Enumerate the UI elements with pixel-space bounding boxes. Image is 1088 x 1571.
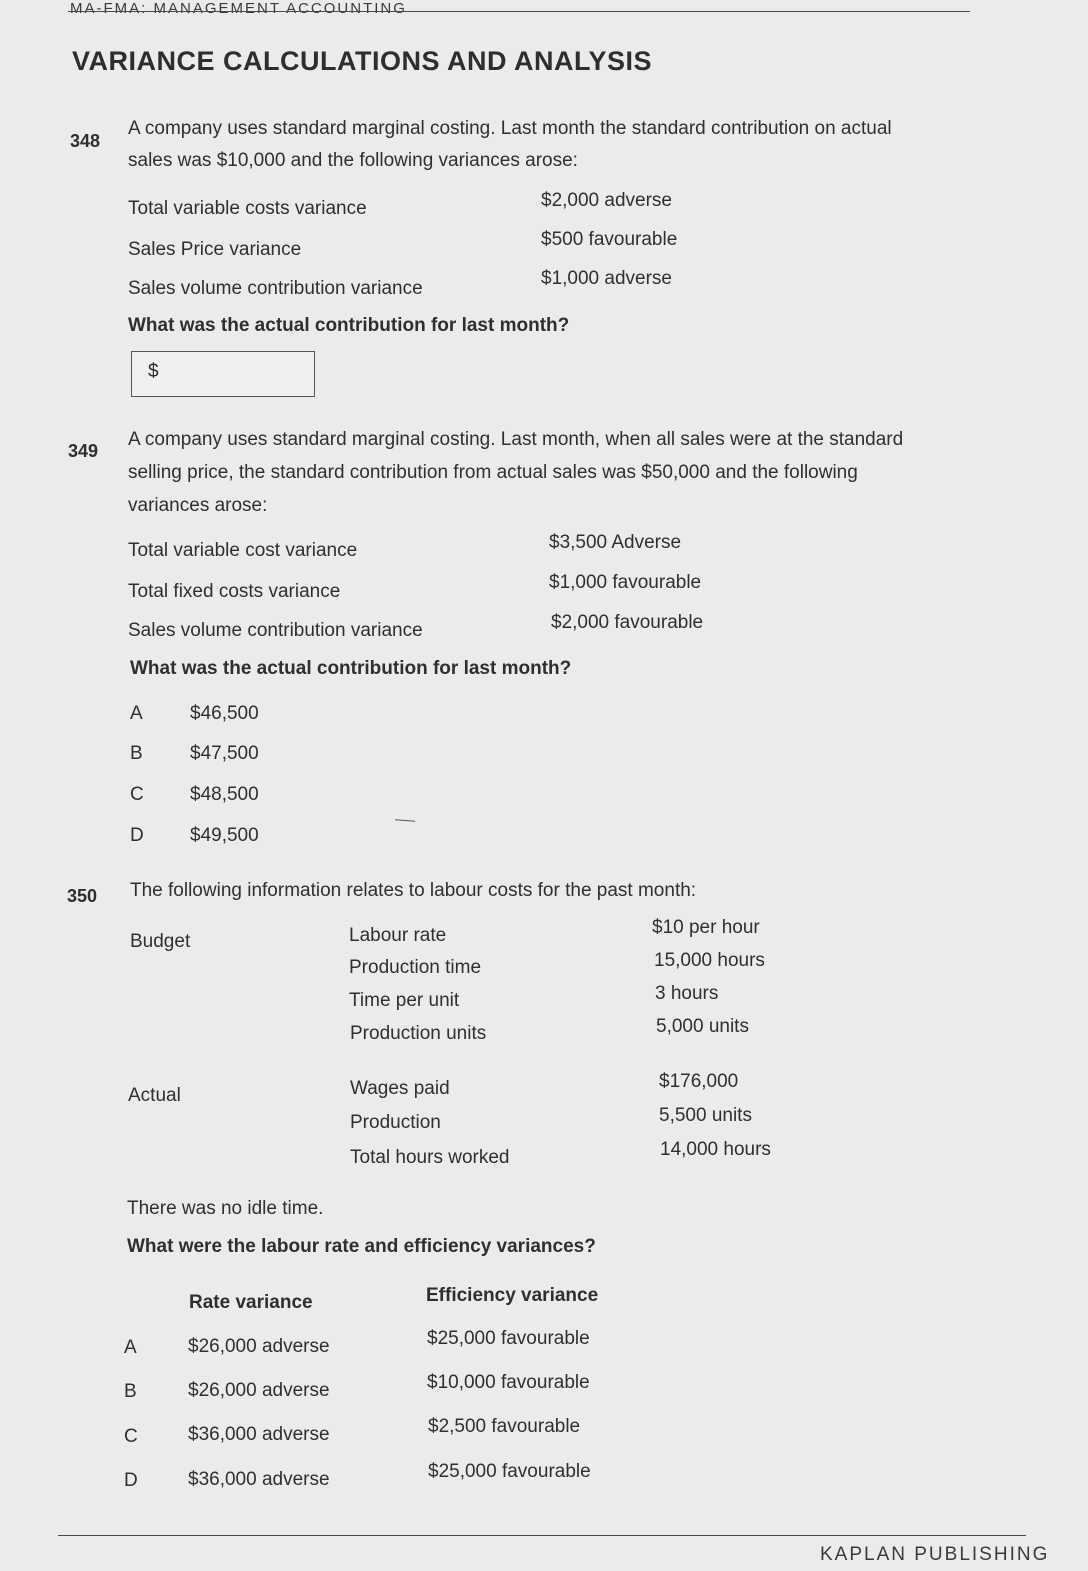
option-letter[interactable]: D xyxy=(130,825,144,846)
option-letter[interactable]: D xyxy=(124,1470,138,1491)
option-rate[interactable]: $26,000 adverse xyxy=(188,1380,330,1401)
publisher-footer: KAPLAN PUBLISHING xyxy=(820,1544,1050,1565)
q349-row-value: $3,500 Adverse xyxy=(549,532,682,553)
q350-note: There was no idle time. xyxy=(127,1198,324,1219)
option-letter[interactable]: B xyxy=(130,743,143,764)
running-header: MA-FMA: MANAGEMENT ACCOUNTING xyxy=(70,0,407,17)
q348-stem-line-1: A company uses standard marginal costing. Last month the standard contribution on actual xyxy=(128,118,892,139)
actual-row-label: Production xyxy=(350,1112,441,1133)
q350-question: What were the labour rate and efficiency variances? xyxy=(127,1236,596,1257)
q349-stem-line-1: A company uses standard marginal costing. Last month, when all sales were at the standard xyxy=(128,429,904,450)
q348-row-value: $500 favourable xyxy=(541,229,678,250)
q350-stem: The following information relates to labour costs for the past month: xyxy=(130,880,697,901)
budget-row-label: Production time xyxy=(349,957,482,978)
budget-row-label: Production units xyxy=(350,1023,487,1044)
q349-question: What was the actual contribution for last month? xyxy=(130,658,572,679)
actual-row-label: Total hours worked xyxy=(350,1147,510,1168)
header-rule xyxy=(68,11,970,12)
actual-row-value: $176,000 xyxy=(659,1071,739,1092)
chapter-title: VARIANCE CALCULATIONS AND ANALYSIS xyxy=(72,46,653,76)
option-value[interactable]: $48,500 xyxy=(190,784,259,805)
budget-row-value: $10 per hour xyxy=(652,917,760,938)
option-rate[interactable]: $26,000 adverse xyxy=(188,1336,330,1357)
option-efficiency[interactable]: $25,000 favourable xyxy=(428,1461,591,1482)
option-efficiency[interactable]: $10,000 favourable xyxy=(427,1372,590,1393)
answer-currency-symbol: $ xyxy=(148,361,159,382)
q348-question: What was the actual contribution for last month? xyxy=(128,315,570,336)
budget-row-value: 3 hours xyxy=(655,983,719,1004)
q349-row-label: Total variable cost variance xyxy=(128,540,358,561)
q349-row-label: Total fixed costs variance xyxy=(128,581,341,602)
option-value[interactable]: $49,500 xyxy=(190,825,259,846)
question-number-350: 350 xyxy=(67,886,98,906)
q348-stem-line-2: sales was $10,000 and the following variances arose: xyxy=(128,150,578,171)
option-rate[interactable]: $36,000 adverse xyxy=(188,1424,330,1445)
q348-row-label: Sales volume contribution variance xyxy=(128,278,423,299)
footer-rule xyxy=(58,1535,1026,1536)
option-efficiency[interactable]: $25,000 favourable xyxy=(427,1328,590,1349)
budget-row-value: 15,000 hours xyxy=(654,950,765,971)
actual-label: Actual xyxy=(128,1085,181,1106)
actual-row-label: Wages paid xyxy=(350,1078,450,1099)
pencil-mark xyxy=(395,819,415,821)
option-letter[interactable]: A xyxy=(130,703,143,724)
col-header-rate-variance: Rate variance xyxy=(189,1292,313,1313)
option-letter[interactable]: C xyxy=(124,1426,138,1447)
q348-row-value: $2,000 adverse xyxy=(541,190,672,211)
budget-row-value: 5,000 units xyxy=(656,1016,749,1037)
col-header-efficiency-variance: Efficiency variance xyxy=(426,1285,599,1306)
budget-label: Budget xyxy=(130,931,191,952)
option-letter[interactable]: B xyxy=(124,1381,137,1402)
q349-row-label: Sales volume contribution variance xyxy=(128,620,423,641)
option-rate[interactable]: $36,000 adverse xyxy=(188,1469,330,1490)
q349-row-value: $2,000 favourable xyxy=(551,612,704,633)
option-efficiency[interactable]: $2,500 favourable xyxy=(428,1416,581,1437)
option-letter[interactable]: C xyxy=(130,784,144,805)
q348-answer-box[interactable] xyxy=(131,351,315,397)
option-letter[interactable]: A xyxy=(124,1337,137,1358)
option-value[interactable]: $46,500 xyxy=(190,703,259,724)
budget-row-label: Time per unit xyxy=(349,990,460,1011)
q348-row-label: Total variable costs variance xyxy=(128,198,367,219)
q349-stem-line-2: selling price, the standard contribution from actual sales was $50,000 and the following xyxy=(128,462,858,483)
actual-row-value: 14,000 hours xyxy=(660,1139,771,1160)
q349-row-value: $1,000 favourable xyxy=(549,572,702,593)
q348-row-value: $1,000 adverse xyxy=(541,268,672,289)
actual-row-value: 5,500 units xyxy=(659,1105,752,1126)
q348-row-label: Sales Price variance xyxy=(128,239,302,260)
option-value[interactable]: $47,500 xyxy=(190,743,259,764)
question-number-349: 349 xyxy=(68,441,99,461)
q349-stem-line-3: variances arose: xyxy=(128,495,268,516)
question-number-348: 348 xyxy=(70,131,101,151)
budget-row-label: Labour rate xyxy=(349,925,447,946)
